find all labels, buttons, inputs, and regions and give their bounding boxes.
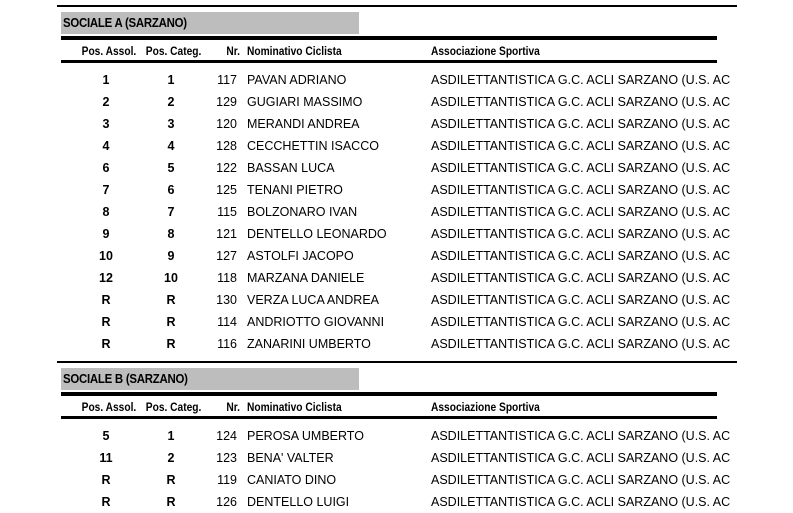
cell-nominativo: BENA' VALTER — [247, 451, 334, 465]
cell-pos-assol: 2 — [102, 95, 110, 109]
cell-pos-assol: R — [101, 473, 111, 487]
cell-nominativo: PEROSA UMBERTO — [247, 429, 364, 443]
cell-pos-categ: 6 — [167, 183, 175, 197]
cell-pos-categ: 1 — [167, 73, 175, 87]
cell-pos-assol: 6 — [102, 161, 110, 175]
cell-pos-assol: 7 — [102, 183, 110, 197]
cell-pos-categ: R — [166, 495, 176, 509]
cell-associazione: ASDILETTANTISTICA G.C. ACLI SARZANO (U.S. AC — [431, 271, 731, 285]
cell-associazione: ASDILETTANTISTICA G.C. ACLI SARZANO (U.S. AC — [431, 249, 731, 263]
cell-pos-categ: 7 — [167, 205, 175, 219]
table-row — [0, 267, 793, 289]
cell-pos-assol: 12 — [99, 271, 113, 285]
cell-pos-assol: R — [101, 293, 111, 307]
cell-nominativo: CECCHETTIN ISACCO — [247, 139, 379, 153]
table-row — [0, 289, 793, 311]
cell-associazione: ASDILETTANTISTICA G.C. ACLI SARZANO (U.S. AC — [431, 95, 731, 109]
cell-nominativo: MARZANA DANIELE — [247, 271, 365, 285]
cell-associazione: ASDILETTANTISTICA G.C. ACLI SARZANO (U.S. AC — [431, 495, 731, 509]
cell-nr: 118 — [217, 271, 237, 285]
header-pos-assol: Pos. Assol. — [81, 400, 136, 414]
cell-pos-assol: 3 — [102, 117, 110, 131]
header-pos-assol: Pos. Assol. — [81, 44, 136, 58]
header-rule-bottom — [61, 60, 717, 63]
cell-nr: 124 — [216, 429, 237, 443]
cell-nr: 126 — [216, 495, 237, 509]
cell-nr: 122 — [216, 161, 237, 175]
cell-nr: 121 — [216, 227, 237, 241]
cell-pos-categ: 9 — [167, 249, 175, 263]
cell-pos-categ: 5 — [167, 161, 175, 175]
table-row — [0, 135, 793, 157]
header-nr: Nr. — [226, 44, 240, 58]
cell-nr: 119 — [217, 473, 237, 487]
cell-nominativo: BOLZONARO IVAN — [247, 205, 358, 219]
cell-nr: 114 — [217, 315, 237, 329]
cell-pos-categ: 2 — [167, 451, 175, 465]
header-pos-categ: Pos. Categ. — [145, 400, 201, 414]
cell-pos-categ: R — [166, 473, 176, 487]
cell-associazione: ASDILETTANTISTICA G.C. ACLI SARZANO (U.S. AC — [431, 337, 731, 351]
cell-pos-assol: 1 — [102, 73, 110, 87]
cell-pos-categ: R — [166, 337, 176, 351]
cell-nominativo: MERANDI ANDREA — [247, 117, 360, 131]
cell-associazione: ASDILETTANTISTICA G.C. ACLI SARZANO (U.S. AC — [431, 451, 731, 465]
cell-pos-assol: 10 — [99, 249, 113, 263]
cell-pos-categ: 2 — [167, 95, 175, 109]
table-row — [0, 469, 793, 491]
table-row — [0, 311, 793, 333]
header-nominativo: Nominativo Ciclista — [247, 44, 342, 58]
cell-pos-categ: 4 — [167, 139, 175, 153]
cell-associazione: ASDILETTANTISTICA G.C. ACLI SARZANO (U.S. AC — [431, 293, 731, 307]
cell-associazione: ASDILETTANTISTICA G.C. ACLI SARZANO (U.S. AC — [431, 117, 731, 131]
table-row — [0, 245, 793, 267]
cell-nominativo: CANIATO DINO — [247, 473, 337, 487]
cell-associazione: ASDILETTANTISTICA G.C. ACLI SARZANO (U.S. AC — [431, 227, 731, 241]
cell-nr: 127 — [216, 249, 237, 263]
category-title-text: SOCIALE B (SARZANO) — [63, 371, 188, 386]
cell-pos-categ: 3 — [167, 117, 175, 131]
header-associazione: Associazione Sportiva — [431, 400, 540, 414]
table-row — [0, 333, 793, 355]
cell-pos-assol: 9 — [102, 227, 110, 241]
table-header — [0, 399, 793, 415]
cell-associazione: ASDILETTANTISTICA G.C. ACLI SARZANO (U.S. AC — [431, 205, 731, 219]
section-divider — [57, 361, 737, 363]
table-row — [0, 69, 793, 91]
category-title — [61, 368, 359, 390]
cell-nr: 115 — [217, 205, 237, 219]
table-row — [0, 223, 793, 245]
cell-pos-categ: R — [166, 293, 176, 307]
cell-nominativo: GUGIARI MASSIMO — [247, 95, 363, 109]
cell-nr: 116 — [217, 337, 237, 351]
cell-nominativo: ANDRIOTTO GIOVANNI — [247, 315, 385, 329]
cell-nr: 128 — [216, 139, 237, 153]
cell-pos-assol: R — [101, 315, 111, 329]
category-title-text: SOCIALE A (SARZANO) — [63, 15, 187, 30]
cell-pos-assol: 8 — [102, 205, 110, 219]
cell-pos-categ: 10 — [164, 271, 178, 285]
cell-nominativo: BASSAN LUCA — [247, 161, 335, 175]
cell-pos-categ: R — [166, 315, 176, 329]
table-row — [0, 447, 793, 469]
cell-associazione: ASDILETTANTISTICA G.C. ACLI SARZANO (U.S. AC — [431, 183, 731, 197]
cell-associazione: ASDILETTANTISTICA G.C. ACLI SARZANO (U.S. AC — [431, 139, 731, 153]
cell-nominativo: DENTELLO LUIGI — [247, 495, 350, 509]
cell-associazione: ASDILETTANTISTICA G.C. ACLI SARZANO (U.S. AC — [431, 429, 731, 443]
cell-pos-assol: 4 — [102, 139, 110, 153]
cell-nr: 129 — [216, 95, 237, 109]
section-divider — [57, 5, 737, 7]
cell-nominativo: TENANI PIETRO — [247, 183, 343, 197]
cell-pos-categ: 1 — [167, 429, 175, 443]
cell-associazione: ASDILETTANTISTICA G.C. ACLI SARZANO (U.S. AC — [431, 161, 731, 175]
cell-pos-assol: 11 — [99, 451, 113, 465]
header-rule-top — [61, 36, 717, 40]
table-row — [0, 201, 793, 223]
cell-pos-categ: 8 — [167, 227, 175, 241]
table-row — [0, 113, 793, 135]
header-rule-bottom — [61, 416, 717, 419]
cell-nominativo: VERZA LUCA ANDREA — [247, 293, 379, 307]
cell-nr: 120 — [216, 117, 237, 131]
cell-nominativo: ZANARINI UMBERTO — [247, 337, 371, 351]
header-nominativo: Nominativo Ciclista — [247, 400, 342, 414]
table-row — [0, 91, 793, 113]
cell-nr: 125 — [216, 183, 237, 197]
header-pos-categ: Pos. Categ. — [145, 44, 201, 58]
cell-pos-assol: R — [101, 337, 111, 351]
table-row — [0, 157, 793, 179]
cell-associazione: ASDILETTANTISTICA G.C. ACLI SARZANO (U.S. AC — [431, 473, 731, 487]
cell-pos-assol: R — [101, 495, 111, 509]
table-row — [0, 179, 793, 201]
cell-nr: 117 — [217, 73, 237, 87]
header-nr: Nr. — [226, 400, 240, 414]
header-associazione: Associazione Sportiva — [431, 44, 540, 58]
table-row — [0, 425, 793, 447]
header-rule-top — [61, 392, 717, 396]
cell-nominativo: PAVAN ADRIANO — [247, 73, 347, 87]
table-row — [0, 491, 793, 513]
category-title — [61, 12, 359, 34]
cell-nr: 123 — [216, 451, 237, 465]
cell-pos-assol: 5 — [102, 429, 110, 443]
cell-nominativo: DENTELLO LEONARDO — [247, 227, 387, 241]
cell-associazione: ASDILETTANTISTICA G.C. ACLI SARZANO (U.S. AC — [431, 315, 731, 329]
cell-associazione: ASDILETTANTISTICA G.C. ACLI SARZANO (U.S. AC — [431, 73, 731, 87]
table-header — [0, 43, 793, 59]
cell-nr: 130 — [216, 293, 237, 307]
cell-nominativo: ASTOLFI JACOPO — [247, 249, 354, 263]
